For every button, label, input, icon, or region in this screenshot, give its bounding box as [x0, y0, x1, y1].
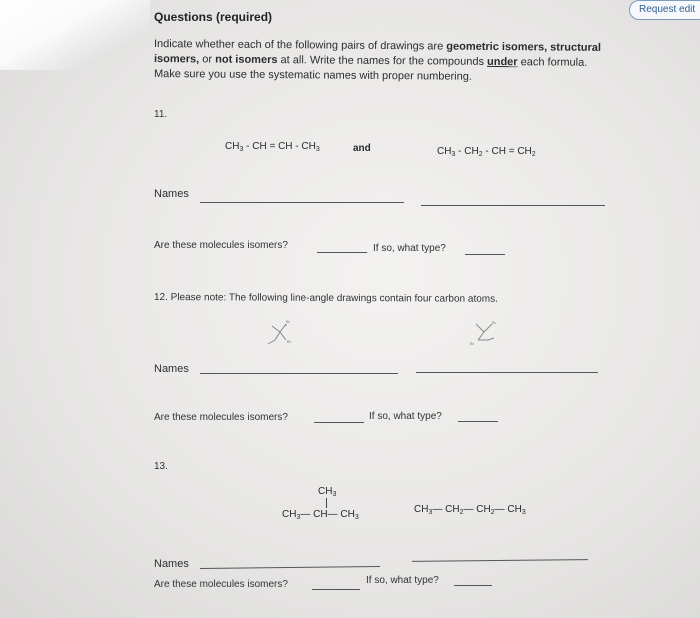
q11-left-formula: $CH_3$ - CH = CH - $CH_3$: [225, 141, 320, 153]
q11-right-formula: $CH_3 - CH_2$ - CH = $CH_2$: [437, 146, 536, 158]
instruction-bold: isomers,: [153, 53, 200, 66]
q12-right-molecule: [466, 316, 506, 350]
atom-label-br: Br: [286, 319, 290, 324]
q13-names-label: Names: [154, 558, 189, 570]
q12-isomers-question: Are these molecules isomers?: [154, 412, 288, 423]
q12-names-label: Names: [154, 363, 189, 375]
q13-type-blank: [454, 585, 492, 586]
section-title: Questions (required): [154, 10, 273, 24]
instruction-bold: geometric isomers, structural: [446, 40, 602, 54]
q13-branch-group: $CH_3$: [318, 486, 337, 498]
instruction-text: at all. Write the names for the compounds: [280, 54, 485, 68]
q11-number: 11.: [154, 109, 168, 120]
q13-isomers-blank: [312, 589, 360, 590]
atom-label-br: Br: [287, 339, 291, 344]
instruction-bold: not isomers: [215, 53, 278, 67]
instruction-underlined: under: [486, 55, 518, 69]
q13-type-question: If so, what type?: [366, 575, 439, 586]
q11-name-line-left: [200, 202, 404, 203]
q12-type-blank: [458, 421, 498, 422]
q13-number: 13.: [154, 461, 168, 472]
q12-type-question: If so, what type?: [369, 411, 442, 422]
q11-and: and: [353, 143, 371, 154]
q11-isomers-blank: [317, 252, 367, 253]
atom-label-br: Br: [470, 341, 474, 346]
q13-left-formula: $CH_3—$ CH— $CH_3$: [282, 509, 359, 521]
q13-branch-bond: [326, 498, 327, 508]
q11-name-line-right: [421, 205, 605, 206]
request-edit-button[interactable]: Request edit: [629, 0, 700, 20]
q12-name-line-right: [416, 372, 598, 373]
q12-isomers-blank: [314, 422, 364, 423]
q12-left-molecule: [262, 316, 302, 350]
q11-names-label: Names: [154, 188, 189, 200]
instruction-text: each formula.: [520, 56, 588, 69]
light-glare: [0, 0, 150, 70]
atom-label-br: Br: [492, 320, 496, 325]
q12-text: 12. Please note: The following line-angle drawings contain four carbon atoms.: [153, 292, 498, 305]
instruction-text: or: [202, 53, 213, 66]
q12-name-line-left: [200, 373, 398, 374]
q11-type-question: If so, what type?: [373, 243, 446, 254]
q11-isomers-question: Are these molecules isomers?: [154, 240, 288, 251]
instruction-text: Indicate whether each of the following pairs of drawings are: [153, 38, 444, 53]
q13-right-formula: $CH_3—$ $CH_2—$ $CH_2—$ $CH_3$: [414, 504, 526, 516]
q13-isomers-question: Are these molecules isomers?: [154, 579, 288, 590]
instruction-line-3: Make sure you use the systematic names with proper numbering.: [153, 68, 472, 83]
q11-type-blank: [465, 254, 505, 255]
